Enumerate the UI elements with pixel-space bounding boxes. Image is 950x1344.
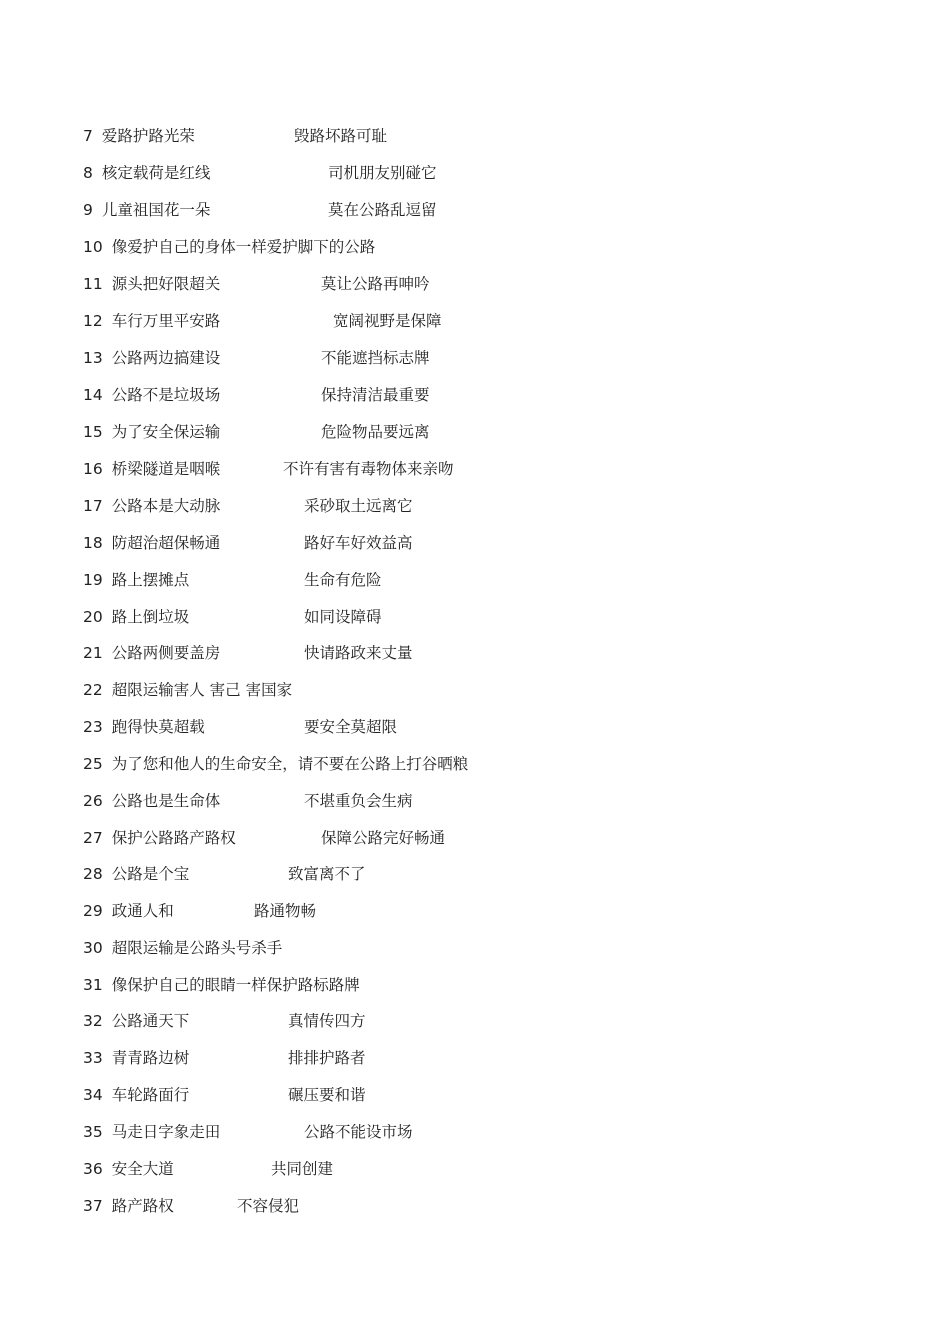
slogan-first-half: 公路本是大动脉 <box>111 497 221 515</box>
slogan-line <box>83 308 442 334</box>
slogan-number: 21 <box>83 644 103 662</box>
slogan-first-half: 像爱护自己的身体一样爱护脚下的公路 <box>111 238 376 256</box>
slogan-line <box>83 972 360 998</box>
slogan-line <box>83 677 292 703</box>
slogan-first-half: 跑得快莫超载 <box>111 718 205 736</box>
slogan-line <box>83 1045 366 1071</box>
slogan-second-half: 快请路政来丈量 <box>304 644 413 662</box>
slogan-second-half: 保持清洁最重要 <box>321 386 430 404</box>
slogan-first-half: 公路通天下 <box>111 1012 190 1030</box>
slogan-second-half: 真情传四方 <box>288 1012 366 1030</box>
slogan-first-half: 儿童祖国花一朵 <box>101 201 211 219</box>
slogan-number: 25 <box>83 755 103 773</box>
slogan-second-half: 如同设障碍 <box>304 608 382 626</box>
slogan-second-half: 宽阔视野是保障 <box>333 312 442 330</box>
slogan-line <box>83 234 375 260</box>
slogan-second-half: 不容侵犯 <box>237 1197 300 1215</box>
slogan-line <box>83 1119 413 1145</box>
slogan-line <box>83 382 430 408</box>
slogan-first-half: 政通人和 <box>111 902 174 920</box>
slogan-line <box>83 714 398 740</box>
slogan-first-half: 为了安全保运输 <box>111 423 221 441</box>
slogan-number: 8 <box>83 164 93 182</box>
slogan-second-half: 毁路坏路可耻 <box>294 127 388 145</box>
slogan-line <box>83 493 413 519</box>
slogan-number: 22 <box>83 681 103 699</box>
slogan-first-half: 桥梁隧道是咽喉 <box>111 460 221 478</box>
slogan-second-half: 不能遮挡标志牌 <box>321 349 430 367</box>
slogan-first-half: 防超治超保畅通 <box>111 534 221 552</box>
slogan-second-half: 莫让公路再呻吟 <box>321 275 430 293</box>
slogan-line <box>83 123 388 149</box>
slogan-second-half: 碾压要和谐 <box>288 1086 366 1104</box>
slogan-line <box>83 197 437 223</box>
slogan-first-half: 核定载荷是红线 <box>101 164 211 182</box>
slogan-number: 26 <box>83 792 103 810</box>
slogan-number: 19 <box>83 571 103 589</box>
slogan-first-half: 公路也是生命体 <box>111 792 221 810</box>
slogan-first-half: 爱路护路光荣 <box>101 127 195 145</box>
slogan-number: 34 <box>83 1086 103 1104</box>
slogan-first-half: 像保护自己的眼睛一样保护路标路牌 <box>111 976 360 994</box>
slogan-number: 13 <box>83 349 103 367</box>
slogan-number: 35 <box>83 1123 103 1141</box>
slogan-first-half: 公路是个宝 <box>111 865 190 883</box>
slogan-line <box>83 825 446 851</box>
slogan-number: 9 <box>83 201 93 219</box>
slogan-line <box>83 271 430 297</box>
slogan-number: 17 <box>83 497 103 515</box>
slogan-first-half: 超限运输是公路头号杀手 <box>111 939 283 957</box>
slogan-first-half: 路上摆摊点 <box>111 571 190 589</box>
slogan-second-half: 致富离不了 <box>288 865 366 883</box>
slogan-first-half: 源头把好限超关 <box>111 275 221 293</box>
slogan-number: 30 <box>83 939 103 957</box>
slogan-second-half: 不许有害有毒物体来亲吻 <box>283 460 454 478</box>
slogan-number: 36 <box>83 1160 103 1178</box>
slogan-first-half: 车行万里平安路 <box>111 312 221 330</box>
slogan-first-half: 路上倒垃圾 <box>111 608 190 626</box>
slogan-number: 18 <box>83 534 103 552</box>
slogan-line <box>83 160 437 186</box>
slogan-line <box>83 788 413 814</box>
slogan-number: 32 <box>83 1012 103 1030</box>
slogan-line <box>83 1193 300 1219</box>
slogan-first-half: 安全大道 <box>111 1160 174 1178</box>
slogan-line <box>83 419 430 445</box>
slogan-second-half: 保障公路完好畅通 <box>321 829 446 847</box>
slogan-second-half: 路好车好效益高 <box>304 534 413 552</box>
slogan-number: 7 <box>83 127 93 145</box>
slogan-line <box>83 1008 366 1034</box>
slogan-second-half: 生命有危险 <box>304 571 382 589</box>
slogan-second-half: 危险物品要远离 <box>321 423 430 441</box>
slogan-line <box>83 640 413 666</box>
slogan-second-half: 路通物畅 <box>254 902 317 920</box>
slogan-line <box>83 567 382 593</box>
slogan-line <box>83 1082 366 1108</box>
slogan-line <box>83 604 382 630</box>
slogan-line <box>83 530 413 556</box>
slogan-line <box>83 456 454 482</box>
slogan-second-half: 公路不能设市场 <box>304 1123 413 1141</box>
slogan-number: 12 <box>83 312 103 330</box>
slogan-first-half: 为了您和他人的生命安全，请不要在公路上打谷晒粮 <box>111 755 469 773</box>
slogan-number: 20 <box>83 608 103 626</box>
slogan-line <box>83 861 366 887</box>
slogan-number: 15 <box>83 423 103 441</box>
slogan-second-half: 排排护路者 <box>288 1049 366 1067</box>
slogan-number: 29 <box>83 902 103 920</box>
slogan-line <box>83 935 282 961</box>
slogan-first-half: 公路两边搞建设 <box>111 349 221 367</box>
slogan-second-half: 要安全莫超限 <box>304 718 398 736</box>
slogan-first-half: 公路两侧要盖房 <box>111 644 221 662</box>
slogan-line <box>83 345 430 371</box>
slogan-first-half: 青青路边树 <box>111 1049 190 1067</box>
slogan-second-half: 共同创建 <box>271 1160 334 1178</box>
slogan-first-half: 车轮路面行 <box>111 1086 190 1104</box>
slogan-first-half: 公路不是垃圾场 <box>111 386 221 404</box>
slogan-line <box>83 898 317 924</box>
slogan-number: 23 <box>83 718 103 736</box>
slogan-first-half: 马走日字象走田 <box>111 1123 221 1141</box>
slogan-line <box>83 751 468 777</box>
slogan-first-half: 路产路权 <box>111 1197 174 1215</box>
slogan-second-half: 莫在公路乱逗留 <box>328 201 437 219</box>
slogan-second-half: 司机朋友别碰它 <box>328 164 437 182</box>
slogan-line <box>83 1156 334 1182</box>
slogan-first-half: 保护公路路产路权 <box>111 829 236 847</box>
slogan-first-half: 超限运输害人 害己 害国家 <box>111 681 293 699</box>
slogan-number: 16 <box>83 460 103 478</box>
slogan-number: 33 <box>83 1049 103 1067</box>
slogan-number: 28 <box>83 865 103 883</box>
slogan-number: 37 <box>83 1197 103 1215</box>
slogan-number: 11 <box>83 275 103 293</box>
slogan-number: 31 <box>83 976 103 994</box>
slogan-second-half: 不堪重负会生病 <box>304 792 413 810</box>
slogan-number: 14 <box>83 386 103 404</box>
slogan-second-half: 采砂取土远离它 <box>304 497 413 515</box>
slogan-number: 27 <box>83 829 103 847</box>
slogan-number: 10 <box>83 238 103 256</box>
